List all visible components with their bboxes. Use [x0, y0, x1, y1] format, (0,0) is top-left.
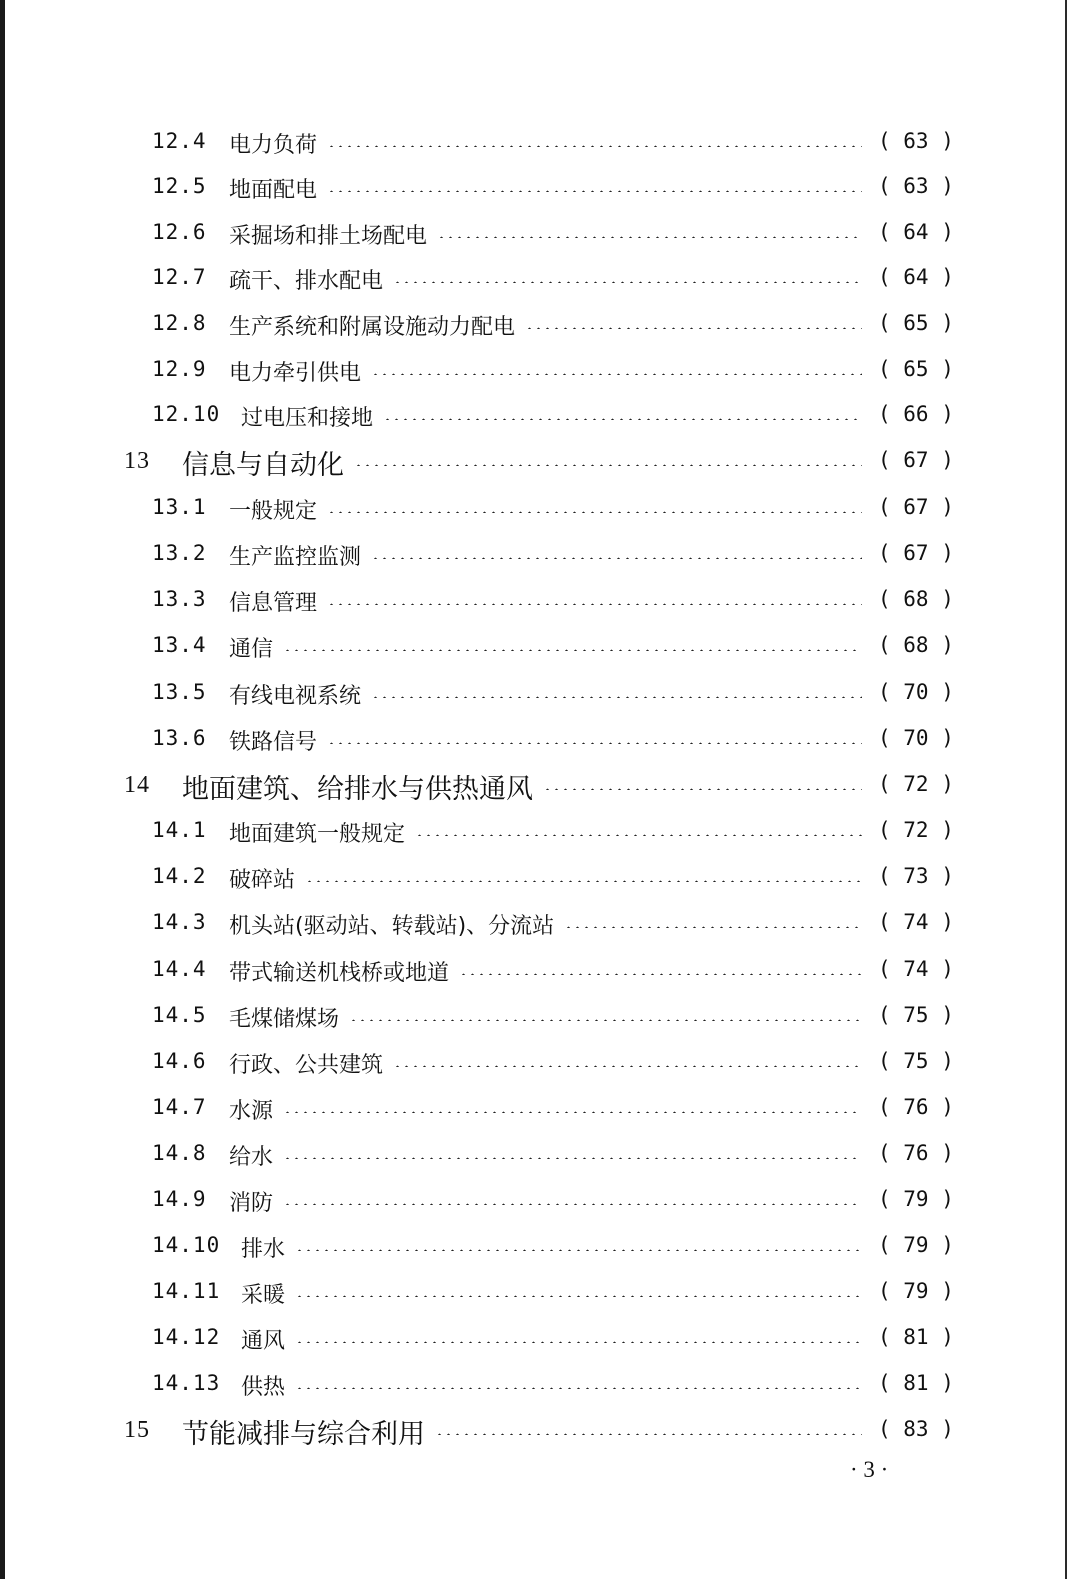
toc-entry-number: 13.6 — [152, 726, 207, 750]
toc-entry-number: 14.6 — [152, 1049, 207, 1073]
toc-entry-number: 14.7 — [152, 1095, 207, 1119]
toc-entry-page: ( 76 ) — [878, 1095, 954, 1119]
toc-entry-page: ( 65 ) — [878, 311, 954, 335]
toc-entry-page: ( 63 ) — [878, 129, 954, 153]
toc-entry-page: ( 67 ) — [878, 448, 954, 472]
toc-dot-leader — [437, 236, 862, 238]
toc-entry-title: 给水 — [229, 1145, 274, 1170]
toc-entry-title: 生产监控监测 — [229, 545, 362, 570]
toc-entry-title: 行政、公共建筑 — [229, 1053, 384, 1078]
toc-entry-page: ( 79 ) — [878, 1187, 954, 1211]
toc-entry-page: ( 81 ) — [878, 1371, 954, 1395]
toc-section-row[interactable] — [0, 1088, 1067, 1128]
toc-dot-leader — [283, 1203, 862, 1205]
toc-entry-page: ( 83 ) — [878, 1417, 954, 1441]
toc-dot-leader — [435, 1433, 862, 1435]
toc-entry-title: 生产系统和附属设施动力配电 — [229, 315, 516, 340]
toc-entry-title: 带式输送机栈桥或地道 — [229, 961, 450, 986]
toc-entry-title: 信息管理 — [229, 591, 318, 616]
toc-dot-leader — [354, 464, 862, 466]
toc-chapter-row[interactable] — [0, 1410, 1067, 1450]
toc-entry-page: ( 66 ) — [878, 402, 954, 426]
toc-entry-page: ( 70 ) — [878, 726, 954, 750]
toc-dot-leader — [327, 190, 862, 192]
toc-section-row[interactable] — [0, 903, 1067, 943]
toc-dot-leader — [327, 145, 862, 147]
toc-entry-page: ( 76 ) — [878, 1141, 954, 1165]
toc-entry-page: ( 75 ) — [878, 1003, 954, 1027]
toc-entry-title: 一般规定 — [229, 499, 318, 524]
toc-section-row[interactable] — [0, 950, 1067, 990]
toc-dot-leader — [327, 742, 862, 744]
toc-dot-leader — [305, 880, 862, 882]
toc-dot-leader — [327, 603, 862, 605]
toc-dot-leader — [525, 327, 862, 329]
toc-dot-leader — [295, 1387, 862, 1389]
toc-dot-leader — [459, 973, 862, 975]
toc-dot-leader — [283, 1157, 862, 1159]
toc-entry-title: 疏干、排水配电 — [229, 269, 384, 294]
toc-entry-number: 14.9 — [152, 1187, 207, 1211]
toc-entry-title: 铁路信号 — [229, 730, 318, 755]
toc-entry-number: 13.3 — [152, 587, 207, 611]
toc-entry-title: 过电压和接地 — [241, 406, 374, 431]
toc-entry-number: 14.1 — [152, 818, 207, 842]
toc-entry-number: 14.4 — [152, 957, 207, 981]
page-folio: · 3 · — [850, 1457, 889, 1482]
toc-dot-leader — [371, 557, 862, 559]
toc-entry-title: 地面建筑一般规定 — [229, 822, 406, 847]
toc-entry-title: 有线电视系统 — [229, 684, 362, 709]
toc-section-row[interactable] — [0, 626, 1067, 666]
toc-entry-number: 14.10 — [152, 1233, 221, 1257]
toc-section-row[interactable] — [0, 167, 1067, 207]
toc-entry-number: 12.4 — [152, 129, 207, 153]
toc-section-row[interactable] — [0, 857, 1067, 897]
toc-section-row[interactable] — [0, 1226, 1067, 1266]
toc-dot-leader — [564, 926, 862, 928]
toc-entry-title: 破碎站 — [229, 868, 296, 893]
toc-entry-page: ( 72 ) — [878, 772, 954, 796]
toc-section-row[interactable] — [0, 1042, 1067, 1082]
toc-entry-page: ( 65 ) — [878, 357, 954, 381]
toc-entry-title: 地面建筑、给排水与供热通风 — [182, 774, 533, 805]
toc-entry-title: 毛煤储煤场 — [229, 1007, 340, 1032]
toc-dot-leader — [295, 1295, 862, 1297]
toc-entry-number: 14.11 — [152, 1279, 221, 1303]
toc-entry-number: 12.5 — [152, 174, 207, 198]
toc-entry-page: ( 79 ) — [878, 1279, 954, 1303]
toc-entry-page: ( 73 ) — [878, 864, 954, 888]
toc-entry-number: 13.5 — [152, 680, 207, 704]
toc-entry-title: 节能减排与综合利用 — [182, 1419, 425, 1450]
toc-entry-page: ( 74 ) — [878, 957, 954, 981]
toc-entry-number: 14.5 — [152, 1003, 207, 1027]
toc-dot-leader — [295, 1249, 862, 1251]
toc-entry-title: 采掘场和排土场配电 — [229, 224, 428, 249]
toc-entry-page: ( 68 ) — [878, 633, 954, 657]
toc-section-row[interactable] — [0, 395, 1067, 435]
toc-entry-page: ( 67 ) — [878, 541, 954, 565]
toc-entry-number: 13 — [124, 448, 150, 474]
toc-dot-leader — [543, 788, 862, 790]
toc-entry-page: ( 67 ) — [878, 495, 954, 519]
toc-section-row[interactable] — [0, 673, 1067, 713]
toc-chapter-row[interactable] — [0, 441, 1067, 481]
toc-entry-page: ( 64 ) — [878, 265, 954, 289]
toc-entry-number: 14.12 — [152, 1325, 221, 1349]
toc-entry-title: 消防 — [229, 1191, 274, 1216]
toc-entry-page: ( 70 ) — [878, 680, 954, 704]
toc-entry-number: 13.4 — [152, 633, 207, 657]
toc-entry-page: ( 75 ) — [878, 1049, 954, 1073]
toc-section-row[interactable] — [0, 1180, 1067, 1220]
toc-entry-title: 采暖 — [241, 1283, 286, 1308]
toc-dot-leader — [283, 649, 862, 651]
toc-section-row[interactable] — [0, 996, 1067, 1036]
toc-entry-number: 12.6 — [152, 220, 207, 244]
toc-entry-number: 12.9 — [152, 357, 207, 381]
toc-entry-page: ( 63 ) — [878, 174, 954, 198]
toc-entry-title: 通风 — [241, 1329, 286, 1354]
toc-dot-leader — [371, 696, 862, 698]
toc-section-row[interactable] — [0, 1364, 1067, 1404]
toc-dot-leader — [295, 1341, 862, 1343]
toc-entry-number: 14.3 — [152, 910, 207, 934]
toc-dot-leader — [327, 511, 862, 513]
toc-dot-leader — [383, 418, 862, 420]
toc-entry-title: 地面配电 — [229, 178, 318, 203]
toc-entry-title: 电力牵引供电 — [229, 361, 362, 386]
toc-entry-number: 14 — [124, 772, 150, 798]
toc-entry-number: 15 — [124, 1417, 150, 1443]
toc-entry-page: ( 64 ) — [878, 220, 954, 244]
toc-entry-number: 13.1 — [152, 495, 207, 519]
toc-entry-page: ( 74 ) — [878, 910, 954, 934]
toc-section-row[interactable] — [0, 488, 1067, 528]
toc-section-row[interactable] — [0, 534, 1067, 574]
toc-entry-number: 14.8 — [152, 1141, 207, 1165]
toc-entry-number: 14.2 — [152, 864, 207, 888]
toc-section-row[interactable] — [0, 258, 1067, 298]
toc-entry-number: 13.2 — [152, 541, 207, 565]
toc-entry-page: ( 79 ) — [878, 1233, 954, 1257]
toc-entry-title: 机头站(驱动站、转载站)、分流站 — [229, 914, 555, 939]
toc-entry-number: 14.13 — [152, 1371, 221, 1395]
toc-entry-title: 通信 — [229, 637, 274, 662]
toc-section-row[interactable] — [0, 719, 1067, 759]
toc-section-row[interactable] — [0, 213, 1067, 253]
toc-entry-title: 水源 — [229, 1099, 274, 1124]
toc-dot-leader — [283, 1111, 862, 1113]
toc-dot-leader — [415, 834, 862, 836]
toc-section-row[interactable] — [0, 304, 1067, 344]
toc-dot-leader — [393, 1065, 862, 1067]
toc-entry-page: ( 68 ) — [878, 587, 954, 611]
toc-chapter-row[interactable] — [0, 765, 1067, 805]
toc-section-row[interactable] — [0, 580, 1067, 620]
toc-dot-leader — [349, 1019, 862, 1021]
toc-entry-title: 供热 — [241, 1375, 286, 1400]
toc-dot-leader — [371, 373, 862, 375]
toc-entry-page: ( 72 ) — [878, 818, 954, 842]
toc-entry-number: 12.10 — [152, 402, 221, 426]
toc-entry-number: 12.7 — [152, 265, 207, 289]
toc-section-row[interactable] — [0, 1134, 1067, 1174]
toc-entry-title: 排水 — [241, 1237, 286, 1262]
toc-entry-title: 信息与自动化 — [182, 450, 344, 481]
toc-section-row[interactable] — [0, 1272, 1067, 1312]
toc-dot-leader — [393, 281, 862, 283]
toc-section-row[interactable] — [0, 1318, 1067, 1358]
toc-section-row[interactable] — [0, 811, 1067, 851]
toc-section-row[interactable] — [0, 350, 1067, 390]
toc-entry-page: ( 81 ) — [878, 1325, 954, 1349]
toc-entry-number: 12.8 — [152, 311, 207, 335]
toc-entry-title: 电力负荷 — [229, 133, 318, 158]
toc-section-row[interactable] — [0, 122, 1067, 162]
